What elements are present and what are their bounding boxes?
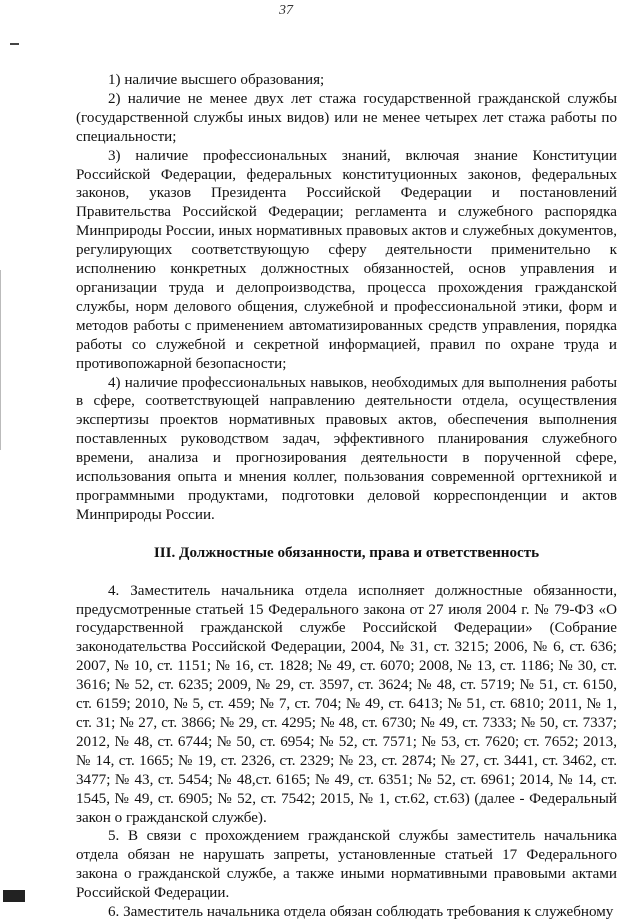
requirement-paragraph-3: 3) наличие профессиональных знаний, включая знание Конституции Российской Федерации, федеральных конституционных законов, федеральных законов, указов Президента Российской Федерации и постановлений Правительства Российской Федерации; регламента и служебного распорядка Минприроды России, иных нормативных правовых актов и служебных документов, регулирующих соответствующую сферу деятельности применительно к исполнению конкретных должностных обязанностей, основ управления и организации труда и делопроизводства, процесса прохождения гражданской службы, норм делового общения, служебной и профессиональной этики, форм и методов работы с применением автоматизированных средств управления, порядка работы со служебной и секретной информацией, правил по охране труда и противопожарной безопасности; [76, 147, 617, 372]
duty-paragraph-5: 5. В связи с прохождением гражданской службы заместитель начальника отдела обязан не нарушать запреты, установленные статьей 17 Федерального закона о гражданской службе, а также иными нормативными правовыми актами Российской Федерации. [76, 828, 617, 902]
requirement-paragraph-2: 2) наличие не менее двух лет стажа государственной гражданской службы (государственной службы иных видов) или не менее четырех лет стажа работы по специальности; [76, 90, 617, 145]
scan-edge-shadow [0, 270, 1, 450]
duty-paragraph-6: 6. Заместитель начальника отдела обязан соблюдать требования к служебному [108, 904, 614, 921]
document-body [76, 71, 617, 922]
duty-paragraph-4: 4. Заместитель начальника отдела исполняет должностные обязанности, предусмотренные статьей 15 Федерального закона от 27 июля 2004 г. № 79-ФЗ «О государственной гражданской службе Российской Федерации» (Собрание законодательства Российской Федерации, 2004, № 31, ст. 3215; 2006, № 6, ст. 636; 2007, № 10, ст. 1151; № 16, ст. 1828; № 49, ст. 6070; 2008, № 13, ст. 1186; № 30, ст. 3616; № 52, ст. 6235; 2009, № 29, ст. 3597, ст. 3624; № 48, ст. 5719; № 51, ст. 6150, ст. 6159; 2010, № 5, ст. 459; № 7, ст. 704; № 49, ст. 6413; № 51, ст. 6810; 2011, № 1, ст. 31; № 27, ст. 3866; № 29, ст. 4295; № 48, ст. 6730; № 49, ст. 7333; № 50, ст. 7337; 2012, № 48, ст. 6744; № 50, ст. 6954; № 52, ст. 7571; № 53, ст. 7620; ст. 7652; 2013, № 14, ст. 1665; № 19, ст. 2326, ст. 2329; № 23, ст. 2874; № 27, ст. 3441, ст. 3462, ст. 3477; № 43, ст. 5454; № 48,ст. 6165; № 49, ст. 6351; № 52, ст. 6961; 2014, № 14, ст. 1545, № 49, ст. 6905; № 52, ст. 7542; 2015, № 1, ст.62, ст.63) (далее - Федеральный закон о гражданской службе). [76, 582, 617, 826]
scan-mark-top-left [10, 43, 19, 45]
section-heading: III. Должностные обязанности, права и ответственность [153, 544, 540, 561]
scan-mark-bottom-left [3, 890, 25, 902]
page-number: 37 [279, 3, 293, 18]
requirement-paragraph-4: 4) наличие профессиональных навыков, необходимых для выполнения работы в сфере, соответствующей направлению деятельности отдела, осуществления экспертизы проектов нормативных правовых актов, обеспечения выполнения поставленных руководством задач, эффективного планирования служебного времени, анализа и прогнозирования деятельности в порученной сфере, использования опыта и мнения коллег, пользования современной оргтехникой и программными продуктами, подготовки деловой корреспонденции и актов Минприроды России. [76, 374, 617, 523]
requirement-paragraph-1: 1) наличие высшего образования; [108, 72, 325, 88]
